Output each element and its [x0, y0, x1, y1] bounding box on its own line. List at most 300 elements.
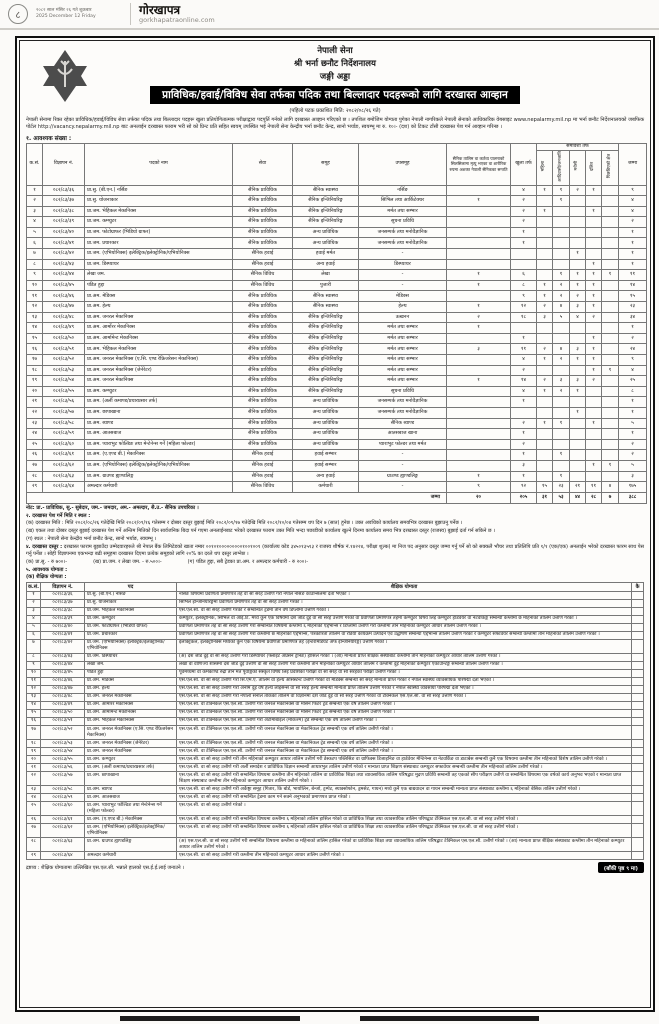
page-number: ८ — [15, 10, 21, 21]
service: सैनिक हवाई — [233, 471, 293, 482]
service: सैनिक प्राविधिक — [233, 355, 293, 366]
santati-count: १ — [447, 471, 511, 482]
total-count: २ — [619, 439, 647, 450]
group: हवाई सम्भार — [293, 460, 359, 471]
sn: १५ — [27, 333, 43, 344]
indigenous-count: १ — [553, 471, 570, 482]
sn: १८ — [27, 740, 41, 748]
total-count: २५ — [619, 376, 647, 387]
vacancy-table — [26, 143, 647, 504]
qualification-row — [27, 631, 644, 639]
qualification-row — [27, 726, 644, 740]
sn: ९ — [27, 661, 41, 669]
subgroup: - — [359, 460, 447, 471]
open-count: ११ — [511, 344, 537, 355]
madhesi-count: १ — [570, 386, 586, 397]
post-name: प्रा.अम. (एभियोनिक्स) इलेक्ट्रिक/इलेक्ट्रोनिक/एभियोनिक्स — [85, 824, 177, 838]
education-qualification: एस.एल.सी. वा टेक्निकल एस.एल.सी. उत्तीर्ण गरी जनरल मेकानिक्स वा मेकानिकल ट्रेड सम्बन्धी एक वर्षे तालिम उत्तीर्ण गरेको । — [177, 740, 632, 748]
indigenous-count — [553, 439, 570, 450]
vacancy-row — [27, 418, 647, 429]
dalit-count: १ — [586, 291, 602, 302]
post-name: प्रा.अम. प्याराभुट फोल्डिङ तथा मेन्टेनेन्स गर्ने (महिला फोल्डर) — [85, 802, 177, 816]
group: अन्य हवाई — [293, 471, 359, 482]
subgroup: मर्मत तथा सम्भार — [359, 333, 447, 344]
dalit-count: १ — [586, 206, 602, 217]
open-count: २ — [511, 206, 537, 217]
ad-number: ०८२/८३/४६ — [41, 677, 85, 685]
qualification-row — [27, 786, 644, 794]
total-count: १४ — [619, 280, 647, 291]
ad-number: ०८२/८३/५३ — [41, 740, 85, 748]
sn: १२ — [27, 302, 43, 313]
ad-number: ०८२/८३/६१ — [41, 816, 85, 824]
qualification-row — [27, 709, 644, 717]
page-number-badge — [8, 4, 28, 24]
dalit-count — [586, 238, 602, 249]
ad-number: ०८२/८३/५८ — [43, 418, 85, 429]
section-fee-body: दरखास्त फाराम बुझाउँदा उम्मेदवारहरुले श्री नेपाल बैंक लिमिटेडको खाता नम्बर ००१०१०००००००००१००१००१ (कार्यालय कोड ३४५०१३५१३ र राजस्व शीर्षक नं.१४२२४, परीक्षा शुल्क) मा निज पद अनुसार दस्तुर जम्मा गर्नु पर्ने सो को सक्कलै भौचर तथा प्रतिलिपि प्रति १/१ (एक/एक) अनलाईन भरेको दरखास्त फारम साथ पेस गर्नु पर्नेछ । सोही विज्ञापनमा एकभन्दा बढी समूहमा दरखास्त दिएमा प्रत्येक समूहको लागि २०% का दरले थप दस्तुर लाग्नेछ । — [26, 544, 644, 558]
qualification-row — [27, 802, 644, 816]
qualification-row — [27, 693, 644, 701]
vacancy-row — [27, 386, 647, 397]
sn: ६ — [27, 238, 43, 249]
madhesi-count: १ — [570, 280, 586, 291]
dalit-count: ११ — [586, 482, 602, 493]
backward-count — [602, 291, 619, 302]
education-qualification: एस.एल.सी. वा सो सरह उत्तीर्ण गरी सि.एम.ए. तालिम वा हेल्थ असिस्टेन्ट उत्तीर्ण गरेको वा मेडिक्स सम्बन्धी सो सरह मान्यता प्राप्त गरेको र नेपाल स्वास्थ्य व्यावसायिक परिषद्मा दर्ता भएको । — [177, 677, 632, 685]
indigenous-count — [553, 407, 570, 418]
remark-cell — [632, 756, 644, 764]
women-count: २ — [537, 344, 553, 355]
ad-number: ०८२/८३/५६ — [41, 764, 85, 772]
remark-cell — [632, 599, 644, 607]
sn: १० — [27, 669, 41, 677]
open-count: १ — [511, 333, 537, 344]
remark-cell — [632, 653, 644, 661]
sn: ३ — [27, 607, 41, 615]
q-col-qualification: शैक्षिक योग्यता — [177, 582, 632, 591]
post-name: प्रा.जम. प्रचारकार — [85, 238, 233, 249]
ad-number: ०८२/८३/४० — [41, 623, 85, 631]
backward-count: १ — [602, 270, 619, 281]
open-count — [511, 249, 537, 260]
ad-number: ०८२/८३/४३ — [41, 653, 85, 661]
service: सैनिक हवाई — [233, 450, 293, 461]
madhesi-count — [570, 365, 586, 376]
education-qualification: प्रवीणता प्रमाणपत्र तह वा सो सरह उत्तीर्ण गरी कम्तीमा छ महिनाको एड्भान्स, पत्रकारिता तालिम वा रेडियो कार्यक्रम उत्पादन एवं उद्घोषण सम्बन्धी एड्भान्स तालिम उत्तीर्ण गरेको र कम्प्युटर सफ्टवेयर सम्बन्धी कम्तीमा तीन महिनाको तालिम उत्तीर्ण गरेको । — [177, 631, 632, 639]
ad-number: ०८२/८३/५२ — [43, 355, 85, 366]
totals-label: जम्मा — [27, 492, 447, 503]
total-count: १ — [619, 249, 647, 260]
sn: २२ — [27, 407, 43, 418]
ad-number: ०८२/८३/४६ — [43, 291, 85, 302]
open-count — [511, 407, 537, 418]
total-count: ९ — [619, 185, 647, 196]
ad-number: ०८२/८३/५४ — [41, 748, 85, 756]
service: सैनिक प्राविधिक — [233, 429, 293, 440]
remark-cell — [632, 607, 644, 615]
q-col-sn: क.सं. — [28, 583, 40, 590]
remark-cell — [632, 669, 644, 677]
dalit-count: १ — [586, 460, 602, 471]
note-place: (ग) स्थल : नेपाली सेना केन्द्रीय भर्ना छनौट केन्द्र, सानो भर्याङ, स्वयम्भू । — [26, 536, 157, 543]
santati-count — [447, 217, 511, 228]
education-qualification: (अ) दश जोड दुई वा सो सरह उत्तीर्ण गरी डिस्प्याचर (फ्लाइट अप्रेसन ट्रेनिङ) हासिल गरेको । (आ) मान्यता प्राप्त शैक्षिक संस्थाबाट कम्तीमा तीन महिनाको कम्प्युटर आधार तालिम उत्तीर्ण गरेको । — [177, 653, 632, 661]
backward-count — [602, 185, 619, 196]
sn: १२ — [27, 685, 41, 693]
indigenous-count: ५ — [553, 312, 570, 323]
post-name: प्रा.जम. प्रचारकार — [85, 631, 177, 639]
service: सैनिक प्राविधिक — [233, 185, 293, 196]
sn: ७ — [27, 249, 43, 260]
post-name: प्रा.अम. जनरल मेकानिक्स (ए.सि. एण्ड रेफ्रिजरेसन मेकानिक्स) — [85, 355, 233, 366]
women-count: १ — [537, 355, 553, 366]
santati-count — [447, 355, 511, 366]
qualification-row — [27, 653, 644, 661]
remark-cell — [632, 661, 644, 669]
rule-right — [360, 1016, 540, 1021]
santati-count — [447, 227, 511, 238]
publication-date-line: (पहिलो पटक प्रकाशित मिति: २०८२/०८/२६ गते) — [289, 108, 381, 115]
remark-cell — [632, 816, 644, 824]
women-count — [537, 217, 553, 228]
col-header-sn: क.सं. — [27, 143, 43, 185]
sn: १३ — [27, 312, 43, 323]
madhesi-count — [570, 450, 586, 461]
group: अन्य प्राविधिक — [293, 227, 359, 238]
sn: १४ — [27, 701, 41, 709]
post-name: प्रा.सु. (बी.एन.) नर्सिङ — [85, 185, 233, 196]
sn: २ — [27, 599, 41, 607]
ad-number: ०८२/८३/४५ — [41, 669, 85, 677]
open-count: २ — [511, 217, 537, 228]
indigenous-count — [553, 249, 570, 260]
madhesi-count — [570, 217, 586, 228]
subgroup: उत्खनन — [359, 312, 447, 323]
women-count — [537, 407, 553, 418]
sn: ११ — [27, 677, 41, 685]
post-name: प्रा.अम. ग्राउण्ड ह्याण्डलिङ्ग — [85, 471, 233, 482]
santati-count: १ — [447, 196, 511, 207]
sn: २९ — [27, 852, 41, 860]
subgroup: सिभिल तथा आर्किटेक्चर — [359, 196, 447, 207]
backward-count — [602, 302, 619, 313]
sn: ११ — [27, 291, 43, 302]
remark-cell — [632, 615, 644, 623]
subgroup: - — [359, 450, 447, 461]
education-qualification: एस.एल.सी. वा सो सरह उत्तीर्ण गरी सम्बन्धित विषयमा कम्तीमा ६ महिनाको तालिम हासिल गरेको वा प्राविधिक शिक्षा तथा व्यावसायिक तालिम परिषद्बाट टेक्निकल एस.एल.सी. वा सो सरह उत्तीर्ण गरेको । — [177, 824, 632, 838]
ad-number: ०८२/८३/६२ — [41, 824, 85, 838]
subgroup: सैनिक ब्याण्ड — [359, 418, 447, 429]
ad-number: ०८२/८३/५४ — [43, 376, 85, 387]
qualification-row — [27, 599, 644, 607]
totals-value: २८ — [586, 492, 602, 503]
group: सैनिक इन्जिनियरिङ्ग — [293, 323, 359, 334]
ad-number: ०८२/८३/४० — [43, 227, 85, 238]
subgroup: मर्मत तथा सम्भार — [359, 206, 447, 217]
open-count: ६ — [511, 270, 537, 281]
santati-count: १ — [447, 280, 511, 291]
vacancy-row — [27, 196, 647, 207]
backward-count — [602, 323, 619, 334]
backward-count — [602, 407, 619, 418]
fee-amounts — [26, 559, 644, 565]
qualification-row — [27, 816, 644, 824]
madhesi-count — [570, 323, 586, 334]
ad-number: ०८२/८३/५० — [43, 333, 85, 344]
date-block — [36, 8, 122, 20]
women-count — [537, 365, 553, 376]
qualification-row — [27, 717, 644, 725]
vacancy-row — [27, 471, 647, 482]
education-qualification: एस.एल.सी. वा सो सरह उत्तीर्ण गरी अनमि दुई वर्षे हेल्थ लाइसेन्स वा सो सरह हेल्थ सम्बन्धी मान्यता प्राप्त तालिम उत्तीर्ण गरेको र नेपाल स्वास्थ्य व्यवसायी परिषद्मा दर्ता भएको । — [177, 685, 632, 693]
remark-cell — [632, 591, 644, 599]
qualification-row — [27, 764, 644, 772]
subgroup: जनसम्पर्क तथा मनोवैज्ञानिक — [359, 227, 447, 238]
post-name: प्रा.जम. कम्प्युटर — [85, 217, 233, 228]
post-name: प्रा.जम. कम्प्युटर — [85, 615, 177, 623]
vacancy-row — [27, 365, 647, 376]
women-count: १ — [537, 206, 553, 217]
post-name: प्रा.अम. आर्मामेन्ट मेकानिक्स — [85, 709, 177, 717]
santati-count — [447, 397, 511, 408]
sn: २५ — [27, 802, 41, 816]
sn: १ — [27, 591, 41, 599]
service: सैनिक प्राविधिक — [233, 365, 293, 376]
dalit-count — [586, 249, 602, 260]
total-count: २३ — [619, 302, 647, 313]
sn: ७ — [27, 639, 41, 653]
qualification-row — [27, 623, 644, 631]
service: सैनिक प्राविधिक — [233, 386, 293, 397]
post-name: प्रा.अम. कम्प्युटर — [85, 386, 233, 397]
indigenous-count — [553, 323, 570, 334]
remark-cell — [632, 852, 644, 860]
open-count: ४ — [511, 386, 537, 397]
vacancy-row — [27, 397, 647, 408]
indigenous-count — [553, 365, 570, 376]
sn: ४ — [27, 615, 41, 623]
women-count: १५ — [537, 482, 553, 493]
post-name: अमल्दार कर्मचारी — [85, 482, 233, 493]
open-count: १८ — [511, 312, 537, 323]
santati-count — [447, 439, 511, 450]
remark-cell — [632, 693, 644, 701]
sn: २७ — [27, 824, 41, 838]
post-name: लेखा जम. — [85, 270, 233, 281]
post-name: प्रा.जम. भेहिकल मेकानिक्स — [85, 607, 177, 615]
group: अन्य प्राविधिक — [293, 418, 359, 429]
col-header-service: सेवा — [233, 143, 293, 185]
totals-value: ५३ — [553, 492, 570, 503]
totals-value: २०५ — [511, 492, 537, 503]
remark-cell — [632, 685, 644, 693]
remark-cell — [632, 726, 644, 740]
ad-number: ०८२/८३/४४ — [41, 661, 85, 669]
ad-number: ०८२/८३/३९ — [41, 615, 85, 623]
women-count — [537, 460, 553, 471]
q-col-post: पद — [85, 582, 177, 591]
post-name: प्रा.अम. छापाखाना — [85, 407, 233, 418]
santati-count — [447, 185, 511, 196]
dalit-count: १ — [586, 418, 602, 429]
sn: २५ — [27, 439, 43, 450]
open-count: २ — [511, 418, 537, 429]
madhesi-count — [570, 471, 586, 482]
col-header-adno: विज्ञापन नं. — [43, 143, 85, 185]
santati-count: ९ — [447, 482, 511, 493]
sn: १९ — [27, 748, 41, 756]
total-count: २ — [619, 450, 647, 461]
group: हवाई सम्भार — [293, 450, 359, 461]
backward-count: १ — [602, 365, 619, 376]
total-count: १ — [619, 259, 647, 270]
education-qualification: कम्प्युटर, इलेक्ट्रोनिक, सिभिल वा आई.टि. मध्ये कुनै एक विषयमा दश जोड दुई वा सो सरह उत्तीर्ण गरेको वा प्रवीणता प्रमाणपत्र तहमा कम्प्युटर विषय लिई कम्प्युटर हार्डवेयर वा नेटवर्किङ्ग सम्बन्धी कम्तीमा छ महिनाको तालिम उत्तीर्ण गरेको । — [177, 615, 632, 623]
section-qualification-title: ५. आवश्यक योग्यता : — [26, 566, 68, 573]
santati-count — [447, 460, 511, 471]
madhesi-count: ३ — [570, 302, 586, 313]
advertisement-frame — [15, 36, 655, 1012]
masthead-block — [139, 4, 215, 25]
dalit-count: १ — [586, 185, 602, 196]
qualification-row — [27, 685, 644, 693]
post-name: अमल्दार कर्मचारी — [85, 852, 177, 860]
group: अन्य प्राविधिक — [293, 238, 359, 249]
vacancy-row — [27, 429, 647, 440]
education-qualification: सिभिल इन्जिनियरिङ्गमा प्रवीणता प्रमाणपत्र तह वा सो सरह उत्तीर्ण गरेको । — [177, 599, 632, 607]
women-count: १ — [537, 185, 553, 196]
sn: १६ — [27, 717, 41, 725]
col-header-backward-area: पिछडिएको क्षेत्र — [602, 150, 619, 185]
ad-number: ०८२/८३/६० — [43, 439, 85, 450]
vacancy-row — [27, 185, 647, 196]
madhesi-count: २ — [570, 291, 586, 302]
total-count: १ — [619, 238, 647, 249]
subgroup: नर्सिङ — [359, 185, 447, 196]
vacancy-totals-row — [27, 492, 647, 503]
backward-count: १ — [602, 460, 619, 471]
ad-number: ०८२/८३/६२ — [43, 460, 85, 471]
indigenous-count — [553, 333, 570, 344]
indigenous-count — [553, 227, 570, 238]
qualification-row — [27, 639, 644, 653]
ad-number: ०८२/८३/५२ — [41, 726, 85, 740]
post-name: प्रा.अम. जनरल मेकानिक्स — [85, 376, 233, 387]
total-count: ९ — [619, 355, 647, 366]
open-count — [511, 259, 537, 270]
qualification-row — [27, 772, 644, 786]
qualification-row — [27, 669, 644, 677]
section-date-place-title: २. दरखास्त पेश गर्ने मिति र स्थल : — [26, 512, 91, 519]
remark-cell — [632, 631, 644, 639]
sn: २३ — [27, 786, 41, 794]
sn: २० — [27, 756, 41, 764]
ad-number: ०८२/८३/४३ — [43, 259, 85, 270]
education-qualification: एस.एल.सी. वा सो सरह उत्तीर्ण गरी कम्तीमा तीन महिनाको कम्प्युटर आधार तालिम उत्तीर्ण गरेको । — [177, 852, 632, 860]
women-count: १ — [537, 418, 553, 429]
subgroup: ग्राउण्ड ह्याण्डलिङ्ग — [359, 471, 447, 482]
advertisement-body — [19, 40, 651, 1008]
ad-number: ०८२/८३/३६ — [43, 185, 85, 196]
nepal-army-emblem-icon — [42, 49, 88, 107]
madhesi-count — [570, 333, 586, 344]
group: सैनिक इन्जिनियरिङ्ग — [293, 365, 359, 376]
backward-count — [602, 355, 619, 366]
open-count: ९२ — [511, 482, 537, 493]
subgroup: मेडिक्स — [359, 291, 447, 302]
total-count: १ — [619, 323, 647, 334]
qualification-row — [27, 794, 644, 802]
qualification-row — [27, 740, 644, 748]
madhesi-count: १ — [570, 407, 586, 418]
subgroup: हेल्थ — [359, 302, 447, 313]
service: सैनिक हवाई — [233, 249, 293, 260]
sn: २ — [27, 196, 43, 207]
ad-number: ०८२/८३/५० — [41, 709, 85, 717]
post-name: प्रा.अम. ग्राउण्ड ह्याण्डलिङ्ग — [85, 838, 177, 852]
section-fee — [26, 544, 644, 558]
total-count: १ — [619, 397, 647, 408]
post-name: प्रा.अम. जनरल मेकानिक्स — [85, 748, 177, 756]
sn: २४ — [27, 794, 41, 802]
total-count: ३४ — [619, 312, 647, 323]
ad-number: ०८२/८३/४७ — [43, 302, 85, 313]
indigenous-count: २ — [553, 386, 570, 397]
sn: २१ — [27, 397, 43, 408]
service: सैनिक प्राविधिक — [233, 397, 293, 408]
service: सैनिक प्राविधिक — [233, 196, 293, 207]
women-count: १ — [537, 291, 553, 302]
service: सैनिक प्राविधिक — [233, 333, 293, 344]
dalit-count — [586, 429, 602, 440]
ad-number: ०८२/८३/५९ — [41, 794, 85, 802]
dalit-count — [586, 386, 602, 397]
open-count: १ — [511, 397, 537, 408]
section-fee-title: ४. दरखास्त दस्तुर : — [26, 544, 63, 551]
slc-remark: द्रष्टव्य : शैक्षिक योग्यतामा उल्लिखित एस.एल.सी. भन्नाले हालको एस.ई.ई.लाई जनाउने । — [26, 864, 185, 871]
subgroup: जनसम्पर्क तथा मनोवैज्ञानिक — [359, 397, 447, 408]
post-name: प्रा.जम. भेहिकल मेकानिक्स — [85, 206, 233, 217]
total-count: १ — [619, 407, 647, 418]
santati-count — [447, 418, 511, 429]
post-name: प्रा.जम. डिस्प्याचर — [85, 259, 233, 270]
group: अन्य हवाई — [293, 259, 359, 270]
ad-number: ०८२/८३/५३ — [43, 365, 85, 376]
total-count: ४ — [619, 206, 647, 217]
dalit-count: १ — [586, 355, 602, 366]
dalit-count: १ — [586, 259, 602, 270]
women-count — [537, 238, 553, 249]
group: सैनिक इन्जिनियरिङ्ग — [293, 312, 359, 323]
backward-count — [602, 397, 619, 408]
subgroup: सूचना प्रविधि — [359, 386, 447, 397]
note-application-date: (क) दरखास्त मिति : मिति २०८२/०८/२६ गतेदेखि मिति २०८२/०९/१६ गतेसम्म र दोब्बर दस्तुर बुझाई मिति २०८२/०९/१७ गतेदेखि मिति २०८२/१०/०४ गतेसम्म थप दिन ७ (सात) हुनेछ । उक्त अवधिको कार्यालय समयभित्र दरखास्त बुझाउनु पर्नेछ । — [26, 520, 463, 527]
post-name: प्रा.अम. आर्मोरर मेकानिक्स — [85, 323, 233, 334]
masthead-title: गोरखापत्र — [139, 2, 181, 17]
open-count: १४ — [511, 376, 537, 387]
women-count — [537, 227, 553, 238]
fee-amaldar: (ग) पंडित हुद्दा, सबै ट्रेडका प्रा.अम. र अमल्दार कर्मचारी - रु २००।- — [187, 559, 309, 566]
note-holiday-rule: (ख) एकल तथा दोब्बर दस्तुर बुझाई दरखास्त पेश गर्ने अन्तिम मितिको दिन सार्वजनिक बिदा पर्न गएमा अनलाईनबाट भरेको दरखास्त फाराम उक्त मिति भन्दा पछाडीको कार्यालय खुल्ने दिनमा कार्यालय समय भित्र दरखास्त दस्तुर (राजस्व) बुझाई दर्ता गर्न सकिने छ । — [26, 528, 496, 535]
post-name: प्रा.अम. आर्मामेन्ट मेकानिक्स — [85, 333, 233, 344]
total-count: ११ — [619, 270, 647, 281]
totals-value: ३१ — [537, 492, 553, 503]
subgroup: मर्मत तथा सम्भार — [359, 355, 447, 366]
madhesi-count — [570, 259, 586, 270]
women-count: १ — [537, 386, 553, 397]
post-name: प्रा.अम. जनरल मेकानिक्स (जेनेरेटर) — [85, 365, 233, 376]
sn: १८ — [27, 365, 43, 376]
